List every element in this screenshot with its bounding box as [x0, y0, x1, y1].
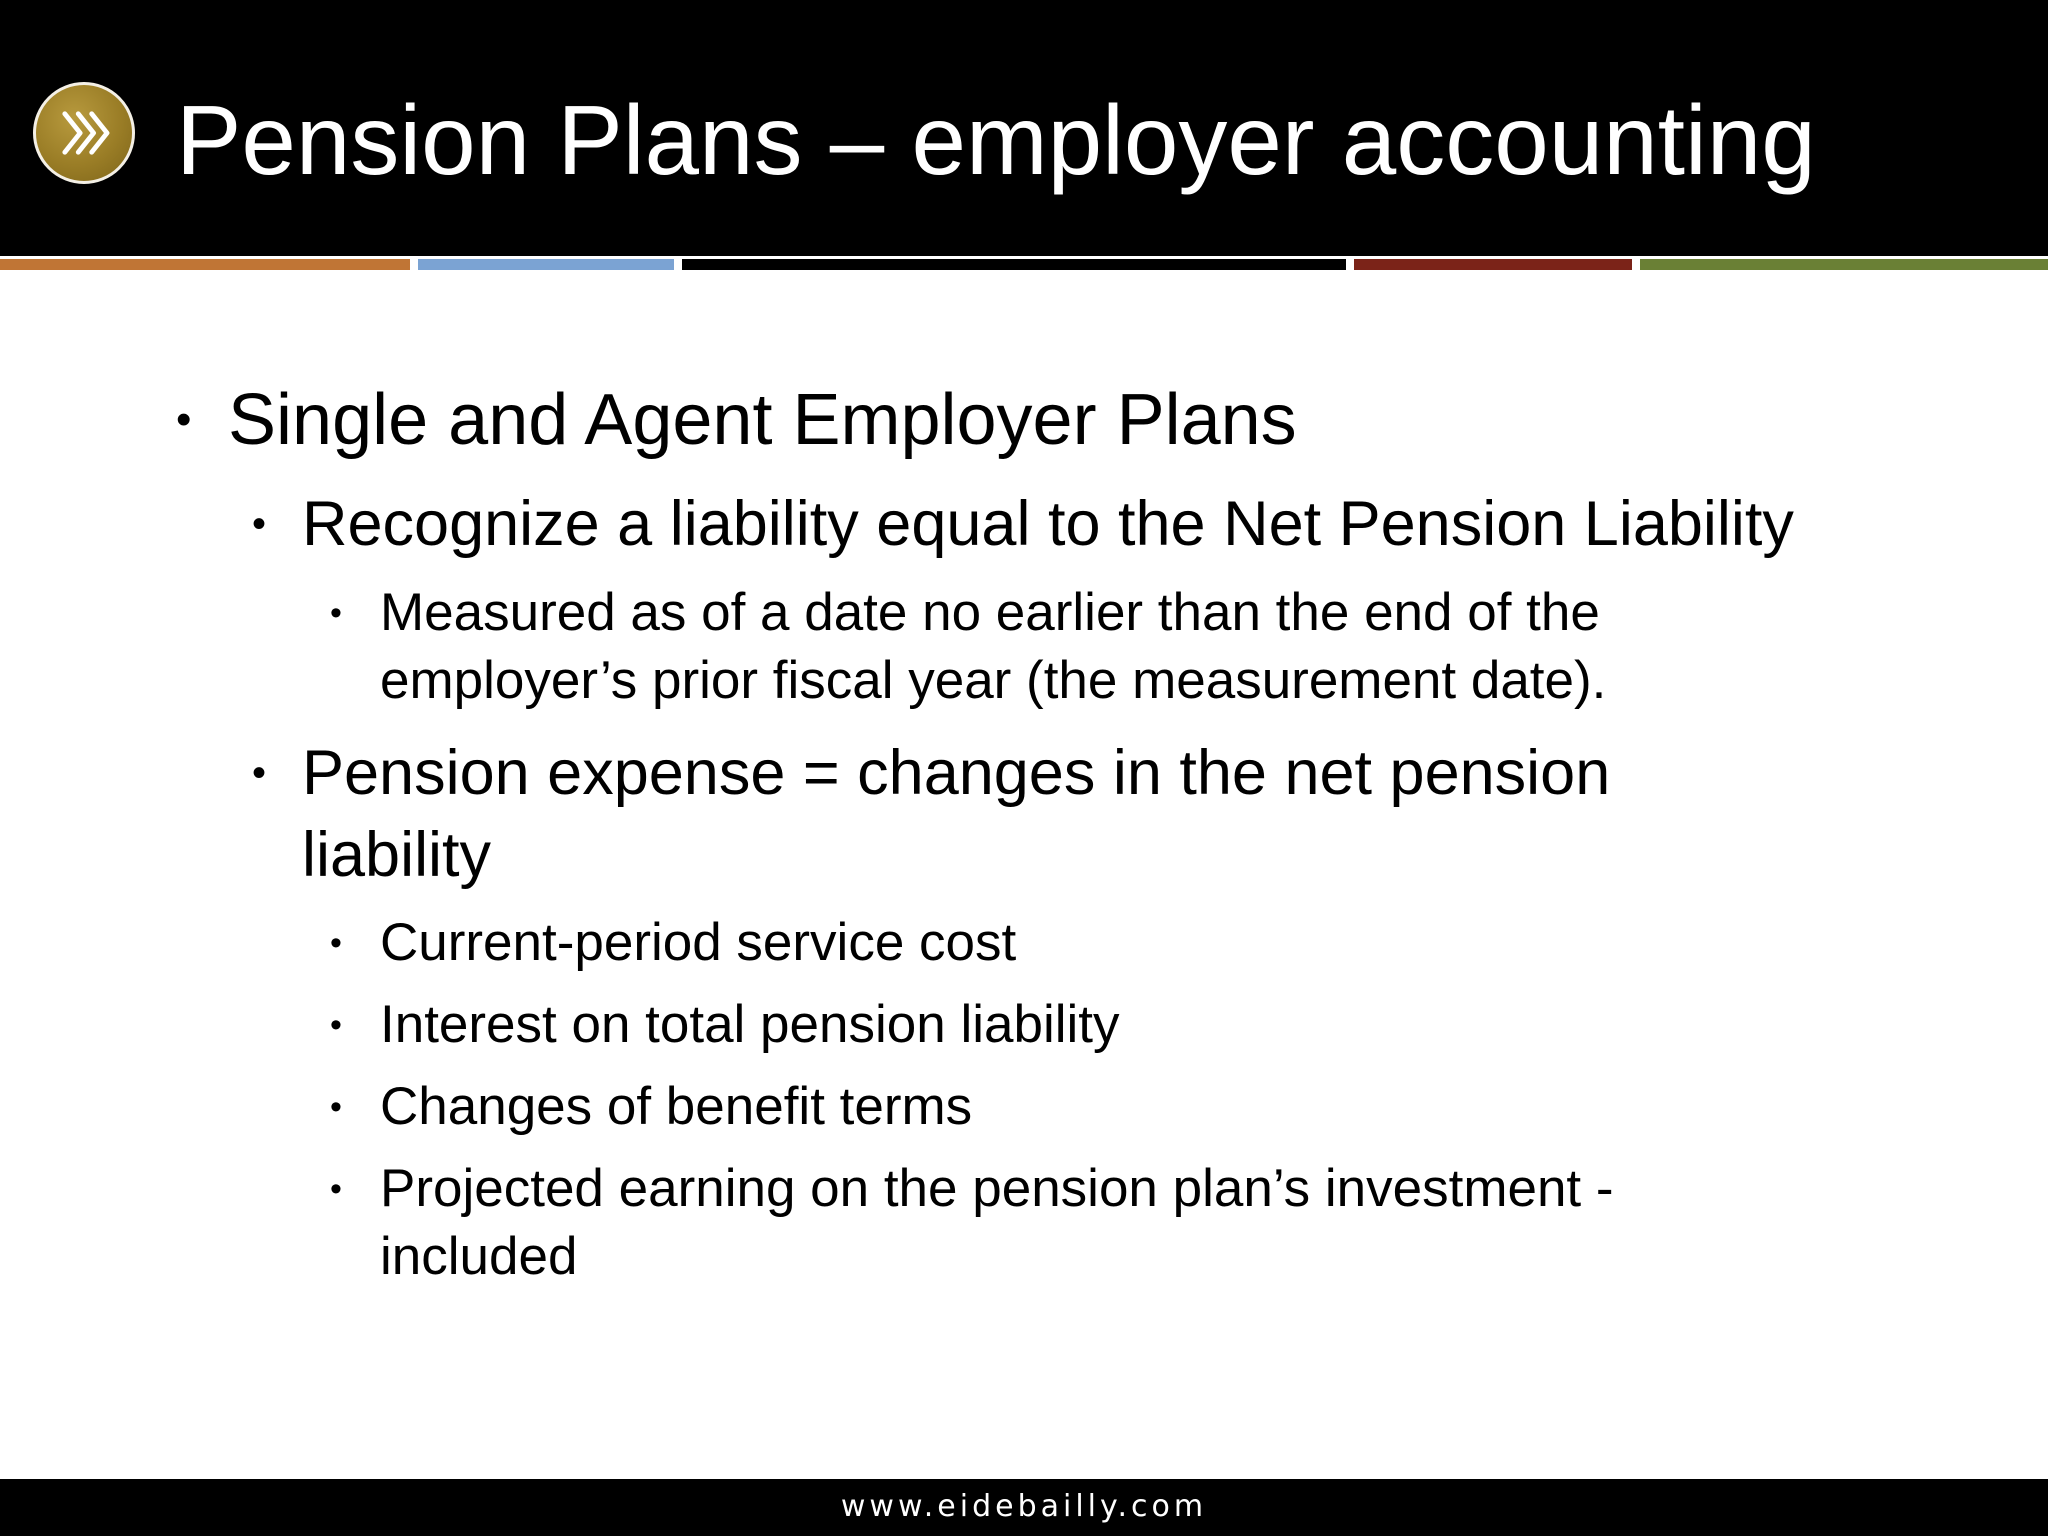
bullet-text-line1: Projected earning on the pension plan’s investment - [380, 1159, 1614, 1218]
bullet-marker: • [330, 1170, 342, 1208]
bullet-marker: • [330, 1088, 342, 1126]
slide-title: Pension Plans – employer accounting [176, 85, 1816, 195]
bullet-marker: • [252, 751, 267, 795]
bullet-text-line2: employer’s prior fiscal year (the measurement date). [380, 651, 1607, 710]
bullet-marker: • [330, 1006, 342, 1044]
bullet-text-line1: Measured as of a date no earlier than the end of the [380, 583, 1600, 642]
bullet-text: Changes of benefit terms [380, 1077, 973, 1136]
footer-bar [0, 1479, 2048, 1536]
bullet-text: Single and Agent Employer Plans [228, 380, 1297, 460]
bullet-text-line2: liability [302, 820, 492, 890]
bullet-text: Interest on total pension liability [380, 995, 1120, 1054]
bullet-marker: • [330, 594, 342, 632]
bullet-marker: • [330, 924, 342, 962]
bullet-marker: • [252, 502, 267, 546]
bullet-text: Current-period service cost [380, 913, 1017, 972]
footer-url: www.eidebailly.com [840, 1489, 1208, 1524]
bullet-text-line1: Pension expense = changes in the net pension [302, 738, 1611, 808]
bullet-text: Recognize a liability equal to the Net Pension Liability [302, 489, 1794, 559]
bullet-text-line2: included [380, 1227, 578, 1286]
bullet-marker: • [176, 395, 192, 444]
